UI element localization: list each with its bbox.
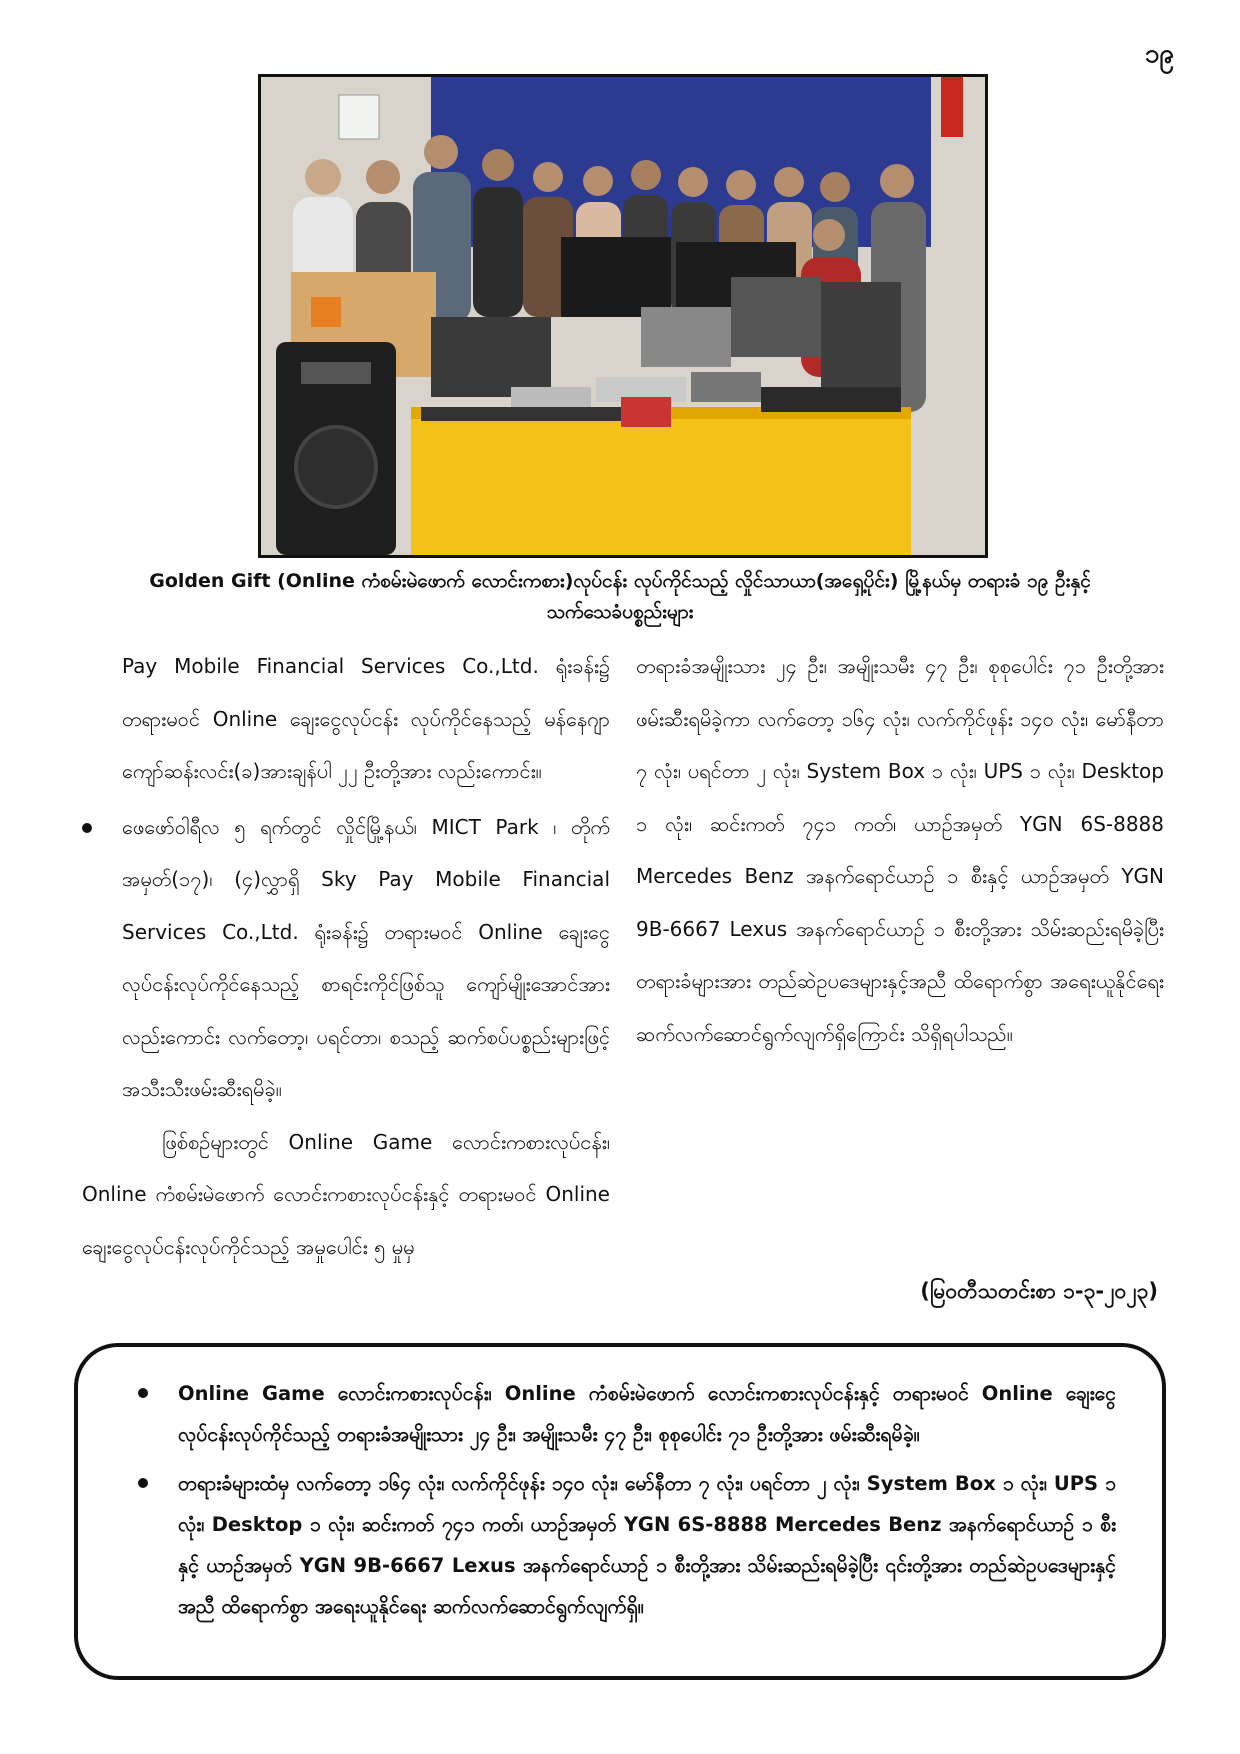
left-paragraph-1: Pay Mobile Financial Services Co.,Ltd. ရုံးခန်း၌ တရားမဝင် Online ချေးငွေလုပ်ငန်း လုပ်ကိုင်နေသည့် မန်နေဂျာ ကျော်ဆန်းလင်း(ခ)အားချန်ပါ ၂၂ ဦးတို့အား လည်းကောင်း။ [122, 654, 610, 783]
summary-box [74, 1343, 1166, 1680]
left-paragraph-3: ဖြစ်စဉ်များတွင် Online Game လောင်းကစားလုပ်ငန်း၊ Online ကံစမ်းမဲဖောက် လောင်းကစားလုပ်ငန်းနှင့် တရားမဝင် Online ချေးငွေလုပ်ငန်းလုပ်ကိုင်သည့် အမှုပေါင်း ၅ မှုမှ [82, 1129, 610, 1259]
news-photo [258, 74, 988, 558]
summary-item-2 [138, 1463, 1116, 1627]
photo-caption [80, 566, 1160, 628]
bullet-icon [82, 823, 92, 833]
right-paragraph-1: တရားခံအမျိုးသား ၂၄ ဦး၊ အမျိုးသမီး ၄၇ ဦး၊ စုစုပေါင်း ၇၁ ဦးတို့အား ဖမ်းဆီးရမိခဲ့ကာ လက်တော့ ၁၆၄ လုံး၊ လက်ကိုင်ဖုန်း ၁၄၀ လုံး၊ မော်နီတာ ၇ လုံး၊ ပရင်တာ ၂ လုံး၊ System Box ၁ လုံး၊ UPS ၁ လုံး၊ Desktop ၁ လုံး၊ ဆင်းကတ် ၇၄၁ ကတ်၊ ယာဉ်အမှတ် YGN 6S-8888 Mercedes Benz အနက်ရောင်ယာဉ် ၁ စီးနှင့် ယာဉ်အမှတ် YGN 9B-6667 Lexus အနက်ရောင်ယာဉ် ၁ စီးတို့အား သိမ်းဆည်းရမိခဲ့ပြီး တရားခံများအား တည်ဆဲဥပဒေများနှင့်အညီ ထိရောက်စွာ အရေးယူနိုင်ရေး ဆက်လက်ဆောင်ရွက်လျက်ရှိကြောင်း သိရှိရပါသည်။ [636, 654, 1164, 1046]
bullet-icon [138, 1478, 148, 1488]
caption-line-2: သက်သေခံပစ္စည်းများ [546, 601, 694, 623]
summary-item-1-text: Online Game လောင်းကစားလုပ်ငန်း၊ Online ကံစမ်းမဲဖောက် လောင်းကစားလုပ်ငန်းနှင့် တရားမဝင် Online ချေးငွေ လုပ်ငန်းလုပ်ကိုင်သည့် တရားခံအမျိုးသား ၂၄ ဦး၊ အမျိုးသမီး ၄၇ ဦး၊ စုစုပေါင်း ၇၁ ဦးတို့အား ဖမ်းဆီးရမိခဲ့။ [178, 1382, 1116, 1446]
left-paragraph-2: ဖေဖော်ဝါရီလ ၅ ရက်တွင် လှိုင်မြို့နယ်၊ MICT Park ၊ တိုက်အမှတ်(၁၇)၊ (၄)လွှာရှိ Sky Pay Mobile Financial Services Co.,Ltd. ရုံးခန်း၌ တရားမဝင် Online ချေးငွေလုပ်ငန်းလုပ်ကိုင်နေသည့် စာရင်းကိုင်ဖြစ်သူ ကျော်မျိုးအောင်အားလည်းကောင်း လက်တော့၊ ပရင်တာ၊ စသည့် ဆက်စပ်ပစ္စည်းများဖြင့် အသီးသီးဖမ်းဆီးရမိခဲ့။ [122, 814, 610, 1101]
bullet-icon [138, 1388, 148, 1398]
page-number: ၁၉ [1144, 39, 1174, 69]
caption-line-1: Golden Gift (Online ကံစမ်းမဲဖောက် လောင်းကစား)လုပ်ငန်း လုပ်ကိုင်သည့် လှိုင်သာယာ(အရှေ့ပိုင်း) မြို့နယ်မှ တရားခံ ၁၉ ဦးနှင့် [149, 570, 1091, 592]
photo-evidence-image [261, 77, 985, 555]
summary-item-2-text: တရားခံများထံမှ လက်တော့ ၁၆၄ လုံး၊ လက်ကိုင်ဖုန်း ၁၄၀ လုံး၊ မော်နီတာ ၇ လုံး၊ ပရင်တာ ၂ လုံး၊ System Box ၁ လုံး၊ UPS ၁ လုံး၊ Desktop ၁ လုံး၊ ဆင်းကတ် ၇၄၁ ကတ်၊ ယာဉ်အမှတ် YGN 6S-8888 Mercedes Benz အနက်ရောင်ယာဉ် ၁ စီးနှင့် ယာဉ်အမှတ် YGN 9B-6667 Lexus အနက်ရောင်ယာဉ် ၁ စီးတို့အား သိမ်းဆည်းရမိခဲ့ပြီး ၎င်းတို့အား တည်ဆဲဥပဒေများနှင့်အညီ ထိရောက်စွာ အရေးယူနိုင်ရေး ဆက်လက်ဆောင်ရွက်လျက်ရှိ။ [178, 1472, 1116, 1618]
source-citation: (မြဝတီသတင်းစာ ၁-၃-၂၀၂၃) [920, 1279, 1158, 1303]
left-column [82, 640, 610, 1273]
right-column [636, 640, 1164, 1060]
summary-item-1 [138, 1373, 1116, 1455]
left-bullet-paragraph [82, 801, 610, 1116]
